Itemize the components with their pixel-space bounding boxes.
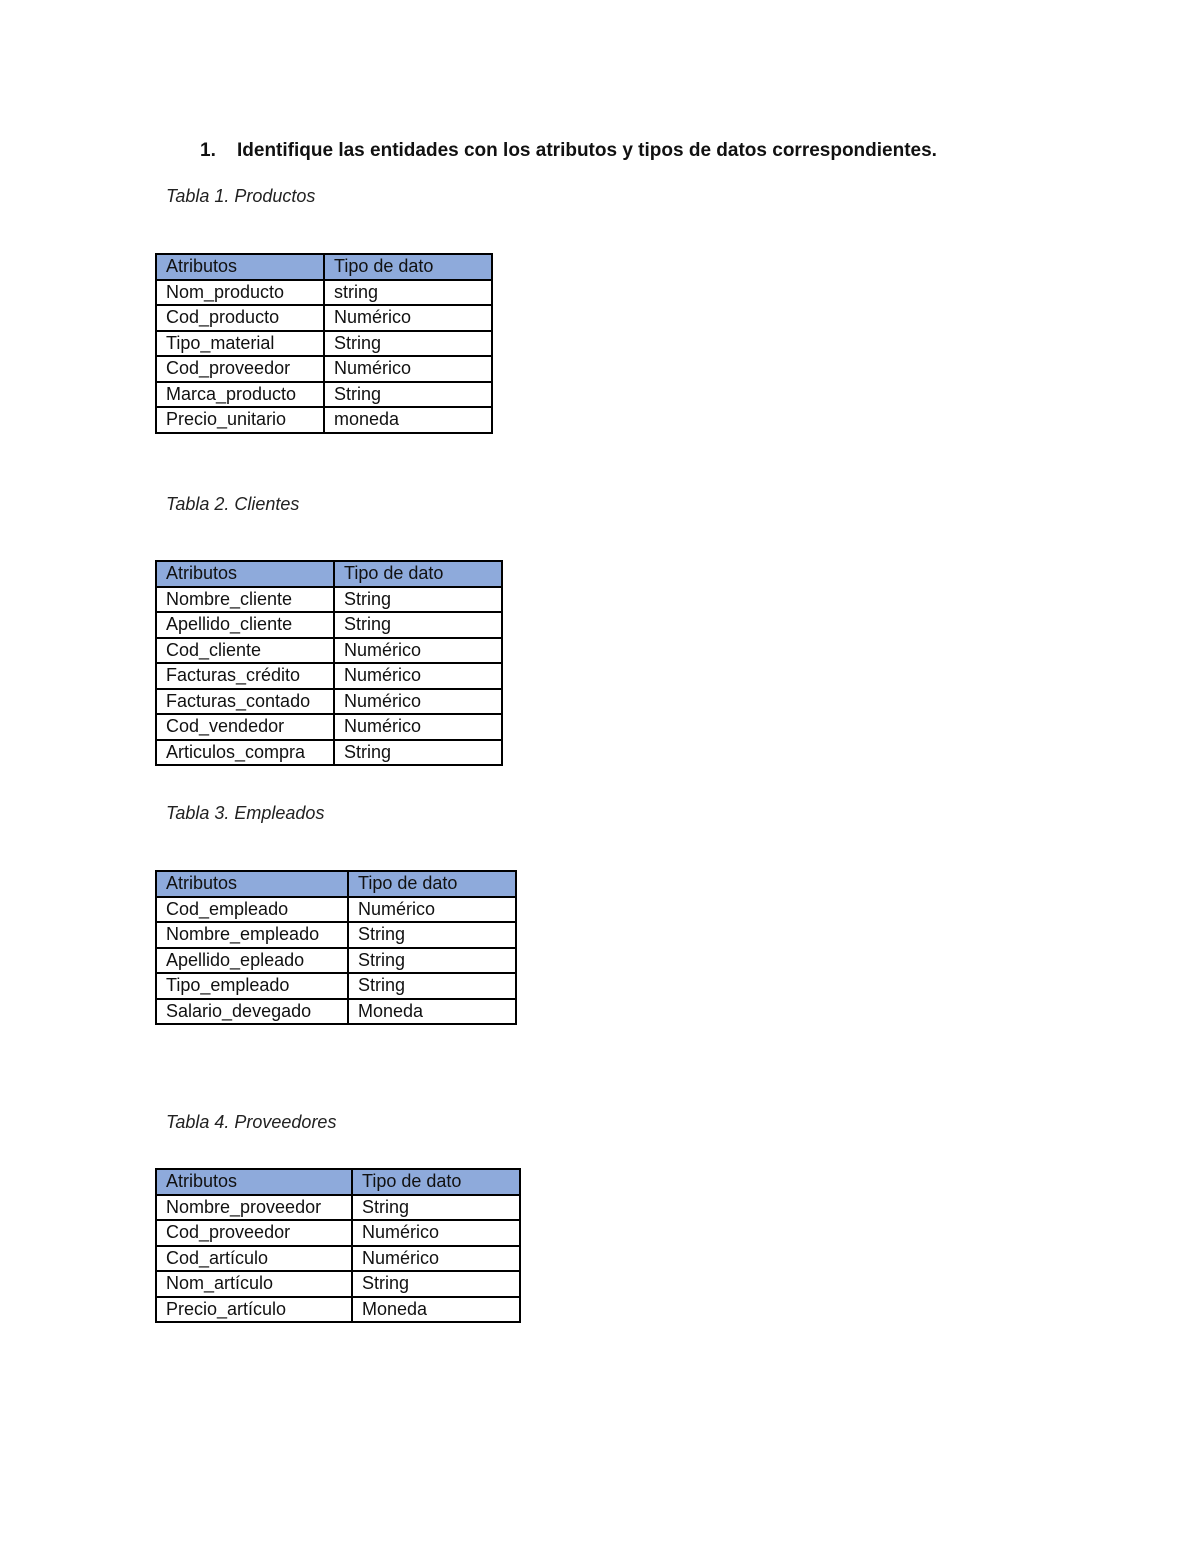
question-heading [200, 140, 937, 162]
table-clientes [155, 560, 503, 766]
table-caption-proveedores: Tabla 4. Proveedores [166, 1112, 337, 1132]
table-row [156, 331, 492, 357]
type-cell: String [324, 382, 492, 408]
attribute-cell: Cod_producto [156, 305, 324, 331]
question-text: Identifique las entidades con los atributos y tipos de datos correspondientes. [237, 140, 937, 161]
type-cell: Moneda [348, 999, 516, 1025]
attribute-cell: Marca_producto [156, 382, 324, 408]
table-proveedores [155, 1168, 521, 1323]
column-header-tipo-de-dato: Tipo de dato [334, 561, 502, 587]
attribute-cell: Cod_cliente [156, 638, 334, 664]
table-productos [155, 253, 493, 434]
type-cell: moneda [324, 407, 492, 433]
table-row [156, 1195, 520, 1221]
table-row [156, 612, 502, 638]
attribute-cell: Tipo_empleado [156, 973, 348, 999]
attribute-cell: Nombre_empleado [156, 922, 348, 948]
table-row [156, 973, 516, 999]
table-row [156, 280, 492, 306]
type-cell: Moneda [352, 1297, 520, 1323]
column-header-tipo-de-dato: Tipo de dato [324, 254, 492, 280]
type-cell: Numérico [334, 714, 502, 740]
type-cell: String [352, 1271, 520, 1297]
type-cell: String [324, 331, 492, 357]
attribute-cell: Salario_devegado [156, 999, 348, 1025]
type-cell: String [334, 612, 502, 638]
attribute-cell: Nom_artículo [156, 1271, 352, 1297]
table-row [156, 1297, 520, 1323]
attribute-cell: Nombre_proveedor [156, 1195, 352, 1221]
type-cell: Numérico [352, 1220, 520, 1246]
type-cell: Numérico [324, 356, 492, 382]
attribute-cell: Apellido_epleado [156, 948, 348, 974]
attribute-cell: Articulos_compra [156, 740, 334, 766]
table-row [156, 740, 502, 766]
table-header-row [156, 871, 516, 897]
table-row [156, 714, 502, 740]
table-row [156, 999, 516, 1025]
table-row [156, 1220, 520, 1246]
type-cell: String [334, 587, 502, 613]
attribute-cell: Nom_producto [156, 280, 324, 306]
table-row [156, 382, 492, 408]
type-cell: String [352, 1195, 520, 1221]
type-cell: Numérico [324, 305, 492, 331]
question-number: 1. [200, 140, 216, 161]
table-row [156, 407, 492, 433]
table-row [156, 305, 492, 331]
column-header-atributos: Atributos [156, 871, 348, 897]
type-cell: Numérico [348, 897, 516, 923]
table-row [156, 587, 502, 613]
column-header-tipo-de-dato: Tipo de dato [352, 1169, 520, 1195]
attribute-cell: Facturas_contado [156, 689, 334, 715]
attribute-cell: Cod_proveedor [156, 356, 324, 382]
column-header-atributos: Atributos [156, 254, 324, 280]
attribute-cell: Cod_proveedor [156, 1220, 352, 1246]
type-cell: String [348, 948, 516, 974]
table-header-row [156, 1169, 520, 1195]
table-caption-empleados: Tabla 3. Empleados [166, 803, 325, 823]
table-empleados [155, 870, 517, 1025]
table-row [156, 1246, 520, 1272]
table-caption-clientes: Tabla 2. Clientes [166, 494, 300, 514]
column-header-tipo-de-dato: Tipo de dato [348, 871, 516, 897]
type-cell: Numérico [334, 663, 502, 689]
column-header-atributos: Atributos [156, 561, 334, 587]
table-header-row [156, 254, 492, 280]
table-row [156, 897, 516, 923]
table-row [156, 356, 492, 382]
table-row [156, 689, 502, 715]
attribute-cell: Tipo_material [156, 331, 324, 357]
table-row [156, 638, 502, 664]
type-cell: Numérico [334, 638, 502, 664]
table-row [156, 922, 516, 948]
table-row [156, 1271, 520, 1297]
column-header-atributos: Atributos [156, 1169, 352, 1195]
type-cell: Numérico [352, 1246, 520, 1272]
attribute-cell: Precio_unitario [156, 407, 324, 433]
attribute-cell: Cod_vendedor [156, 714, 334, 740]
attribute-cell: Nombre_cliente [156, 587, 334, 613]
attribute-cell: Apellido_cliente [156, 612, 334, 638]
table-header-row [156, 561, 502, 587]
table-caption-productos: Tabla 1. Productos [166, 186, 316, 206]
table-row [156, 948, 516, 974]
type-cell: String [334, 740, 502, 766]
attribute-cell: Cod_empleado [156, 897, 348, 923]
table-row [156, 663, 502, 689]
type-cell: Numérico [334, 689, 502, 715]
type-cell: string [324, 280, 492, 306]
attribute-cell: Precio_artículo [156, 1297, 352, 1323]
type-cell: String [348, 973, 516, 999]
type-cell: String [348, 922, 516, 948]
attribute-cell: Cod_artículo [156, 1246, 352, 1272]
attribute-cell: Facturas_crédito [156, 663, 334, 689]
